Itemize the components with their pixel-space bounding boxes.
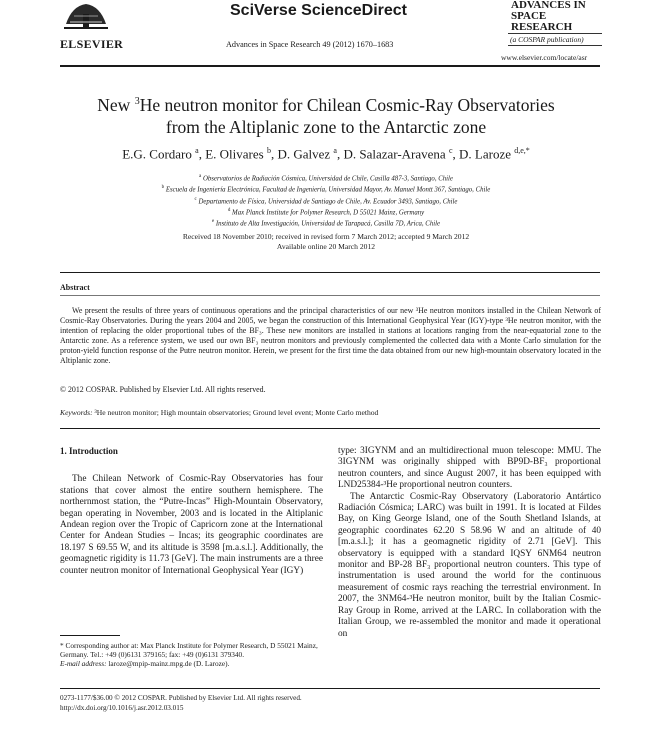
abstract-text: We present the results of three years of continuous operations and the principal characteristics of our new ³He neutron monitors installed in the Chilean Network of Cosmic-Ray Observatories. During the years 2004 and 2005, we began the construction of this International Geophysical Year (IGY)-type ³He neutron monitor, with the intention of replacing the older proportional tubes of the BF₃. These new monitors are installed in stations at locations ranging from the near-equatorial zone to the Antarctic zone. As a reference system, we used our own BF₃ neutron monitors and previously complemented the collected data with a Monte Carlo simulation for the proton-yield function response of the Putre neutron monitor. Herein, we present for the first time the data obtained from our new high-mountain observatory located in the Altiplanic zone. (60, 306, 601, 365)
article-title (40, 91, 612, 138)
doi-link[interactable]: http://dx.doi.org/10.1016/j.asr.2012.03.015 (60, 703, 184, 712)
body-paragraph: type: 3IGYNM and an multidirectional muon telescope: MMU. The 3IGYNM was originally shipped with BP9D-BF₃ proportional neutron counters, and since August 2007, it has been equipped with LND25384-³He proportional neutron counters. (338, 446, 601, 491)
footnote-text: * Corresponding author at: Max Planck Institute for Polymer Research, D 55021 Mainz, Germany. Tel.: +49 (0)6131 379165; fax: +49 (0)6131 379340. (60, 641, 318, 660)
footnote-email-line (60, 659, 323, 668)
section-heading: 1. Introduction (60, 446, 118, 456)
email-label: E-mail address: (60, 659, 107, 669)
keywords (60, 408, 378, 417)
affiliation-item (60, 183, 592, 194)
article-history (60, 232, 592, 252)
journal-name-line: SPACE (511, 10, 547, 22)
author-name[interactable]: E. Olivares (205, 146, 264, 162)
author-name[interactable]: D. Laroze (459, 146, 511, 162)
affiliation-marker: d (227, 207, 231, 213)
journal-name-line: RESEARCH (511, 21, 573, 33)
author-name[interactable]: D. Galvez (277, 146, 331, 162)
affiliation-text: Instituto de Alta Investigación, Universidad de Tarapacá, Casilla 7D, Arica, Chile (215, 220, 441, 228)
title-prefix: New (97, 94, 135, 115)
body-paragraph: The Antarctic Cosmic-Ray Observatory (Laboratorio Antártico Radiación Cósmica; LARC) was built in 1991. It is located at Fildes Bay, on King George Island, one of the South Shetland Islands, at geographic coordinates 62.20 S 58.96 W and an altitude of 40 [m.a.s.l.]; it has a geomagnetic rigidity of 2.71 [GeV]. This observatory is equipped with a standard IQSY 6NM64 neutron monitor and BP-28 BF₃ proportional neutron counters. This type of instrumentation is used around the world for the continuous measurement of cosmic rays reaching the terrestrial environment. In 2007, the 3NM64-³He neutron monitor, built by the Italian Cosmic-Ray Group in Rome, arrived at the LARC. In collaboration with the Italian Group, we re-assembled the monitor and made it operational on (338, 491, 601, 639)
footnote-divider (60, 635, 120, 636)
affiliation-marker: a (199, 174, 202, 179)
issn-line: 0273-1177/$36.00 © 2012 COSPAR. Published by Elsevier Ltd. All rights reserved. (60, 694, 302, 702)
affiliation-list (60, 172, 592, 228)
abstract-copyright: © 2012 COSPAR. Published by Elsevier Ltd. All rights reserved. (60, 385, 266, 394)
abstract-heading: Abstract (60, 283, 90, 292)
publisher-name: ELSEVIER (60, 37, 124, 51)
title-line1-rest: He neutron monitor for Chilean Cosmic-Ray Observatories (139, 94, 555, 115)
affiliation-marker: e (211, 219, 215, 225)
title-superscript: 3 (134, 96, 140, 107)
author-affil-marker[interactable]: b (266, 146, 271, 155)
abstract-top-divider (60, 272, 600, 273)
affiliation-item (60, 195, 592, 206)
journal-name-line: ADVANCES IN (511, 0, 586, 11)
journal-logo (511, 0, 586, 33)
affiliation-marker: b (161, 185, 165, 191)
affiliation-text: Observatorios de Radiación Cósmica, Universidad de Chile, Casilla 487-3, Santiago, Chile (202, 175, 453, 183)
available-online-date: Available online 20 March 2012 (276, 242, 376, 251)
abstract-heading-divider (60, 295, 600, 296)
journal-reference: Advances in Space Research 49 (2012) 1670–1683 (226, 40, 394, 49)
affiliation-text: Departamento de Física, Universidad de Santiago de Chile, Av. Ecuador 3493, Santiago, Chile (198, 197, 458, 205)
page-footer (60, 694, 302, 713)
received-dates: Received 18 November 2010; received in revised form 7 March 2012; accepted 9 March 2012 (182, 232, 470, 241)
affiliation-item (60, 217, 592, 228)
affiliation-text: Max Planck Institute for Polymer Research, D 55021 Mainz, Germany (232, 209, 425, 217)
footer-divider (60, 688, 600, 689)
author-name[interactable]: E.G. Cordaro (122, 146, 192, 162)
right-column (338, 446, 601, 640)
platform-name[interactable]: SciVerse ScienceDirect (230, 2, 408, 19)
email-link[interactable]: laroze@mpip-mainz.mpg.de (D. Laroze). (108, 659, 230, 669)
journal-subtitle: (a COSPAR publication) (508, 33, 602, 46)
elsevier-tree-logo-icon (62, 0, 110, 30)
page-header (0, 0, 652, 64)
author-affil-marker[interactable]: d,e,* (514, 146, 530, 155)
affiliation-item (60, 172, 592, 183)
body-paragraph: The Chilean Network of Cosmic-Ray Observatories has four stations that cover almost the entire southern hemisphere. The northernmost station, the “Putre-Incas” High-Mountain Observatory, began operating in November, 2003 and is located in the Altiplanic Andean region over the Tropic of Capricorn zone at the International Center for Andean Studies – Incas; its geographic coordinates are 18.197 S 69.55 W, and its altitude is 3598 [m.a.s.l.]. Additionally, the geomagnetic rigidity is 11.73 [GeV]. The main instruments are a three counter neutron monitor of International Geophysical Year (IGY) (60, 474, 323, 576)
header-divider (60, 65, 600, 67)
keywords-label: Keywords: (60, 408, 93, 417)
author-name[interactable]: D. Salazar-Aravena (343, 146, 446, 162)
title-line2: from the Altiplanic zone to the Antarctic zone (165, 116, 487, 137)
affiliation-item (60, 206, 592, 217)
abstract-bottom-divider (60, 428, 600, 429)
keywords-list: ³He neutron monitor; High mountain observatories; Ground level event; Monte Carlo method (94, 408, 379, 417)
author-affil-marker[interactable]: a (333, 146, 337, 155)
journal-url-link[interactable]: www.elsevier.com/locate/asr (501, 53, 588, 62)
author-list: E.G. Cordaro $^a$, E. Olivares $^b$, D. Galvez $^a$, D. Salazar-Aravena $^c$, D. Laroze $^{d,e,*}$ (122, 146, 530, 162)
author-affil-marker[interactable]: a (195, 146, 199, 155)
affiliation-text: Escuela de Ingeniería Electrónica, Facultad de Ingeniería, Universidad Mayor, Av. Manuel Montt 367, Santiago, Chile (165, 186, 491, 194)
corresponding-author-footnote (60, 641, 323, 669)
affiliation-marker: c (194, 196, 197, 202)
left-column (60, 446, 323, 577)
author-affil-marker[interactable]: c (448, 146, 453, 155)
